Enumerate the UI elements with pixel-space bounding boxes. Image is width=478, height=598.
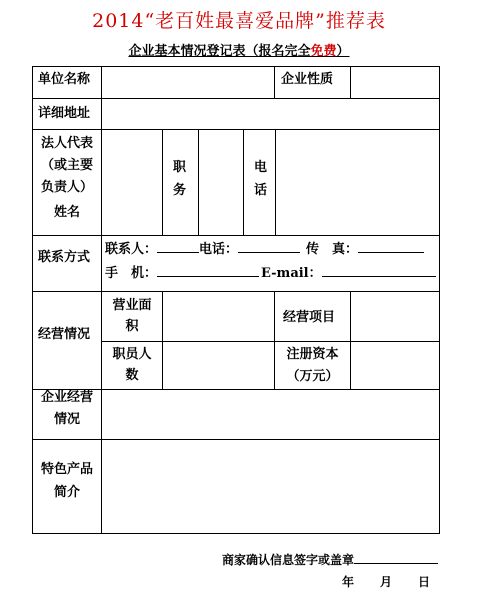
label-enterprise-operations-line: 企业经营 [40, 390, 93, 405]
label-position [173, 158, 186, 200]
label-email: E-mail： [261, 266, 322, 281]
label-legal-rep-line: （或主要 [40, 158, 93, 173]
label-contact-phone: 电话： [199, 242, 239, 257]
label-enterprise-nature: 企业性质 [281, 72, 334, 87]
label-registered-capital [275, 345, 350, 386]
col-divider [198, 129, 199, 235]
label-product-intro-line: 特色产品 [40, 462, 93, 477]
label-legal-rep-line: 负责人） [40, 180, 93, 195]
label-business-area-line: 营业面 [112, 298, 152, 313]
document-title: 2014“老百姓最喜爱品牌”推荐表 [92, 10, 386, 32]
label-phone-char: 话 [254, 183, 268, 198]
signature-label: 商家确认信息签字或盖章 [222, 553, 355, 567]
contact-phone-field[interactable] [238, 239, 300, 253]
row-divider [32, 129, 440, 130]
label-legal-rep-line: 法人代表 [40, 136, 93, 151]
col-divider [275, 129, 276, 235]
label-business-items: 经营项目 [283, 310, 336, 325]
free-badge-text: 免费 [310, 44, 337, 59]
date-day: 日 [418, 575, 431, 589]
label-mobile: 手 机： [105, 266, 158, 281]
col-divider [162, 291, 163, 389]
label-registered-capital-line: （万元） [286, 369, 339, 384]
label-position-char: 务 [173, 183, 187, 198]
date-year: 年 [342, 575, 355, 589]
signature-line [222, 551, 438, 568]
label-legal-rep [33, 134, 101, 222]
label-legal-rep-line: 姓名 [53, 205, 80, 220]
contact-line-1 [105, 239, 424, 259]
label-phone [254, 158, 267, 200]
contact-line-2 [105, 263, 436, 283]
fax-field[interactable] [358, 239, 424, 253]
label-staff-count-line: 数 [125, 368, 139, 383]
row-divider [32, 439, 440, 440]
label-operations: 经营情况 [38, 327, 91, 342]
label-product-intro-line: 简介 [53, 485, 80, 500]
label-contact-person: 联系人： [105, 242, 158, 257]
row-divider [101, 341, 440, 342]
form-subtitle [0, 40, 478, 59]
label-enterprise-operations-line: 情况 [53, 412, 80, 427]
label-address: 详细地址 [38, 106, 91, 121]
email-field[interactable] [322, 263, 436, 277]
label-position-char: 职 [173, 160, 187, 175]
label-product-intro [33, 460, 101, 502]
label-fax: 传 真： [306, 242, 359, 257]
label-enterprise-operations [33, 388, 101, 429]
row-divider [32, 98, 440, 99]
signature-field[interactable] [354, 552, 438, 564]
label-business-area [102, 296, 162, 336]
label-staff-count [102, 345, 162, 385]
label-phone-char: 电 [254, 160, 268, 175]
subtitle-text: 企业基本情况登记表（报名完全 [128, 44, 311, 59]
col-divider [162, 129, 163, 235]
col-divider [350, 66, 351, 98]
label-staff-count-line: 职员人 [112, 347, 152, 362]
label-unit-name: 单位名称 [38, 72, 91, 87]
mobile-field[interactable] [157, 263, 259, 277]
subtitle-close: ） [336, 44, 350, 59]
row-divider [32, 291, 440, 292]
row-divider [32, 235, 440, 236]
col-divider [350, 291, 351, 389]
contact-person-field[interactable] [157, 239, 199, 253]
label-registered-capital-line: 注册资本 [286, 347, 339, 362]
label-business-area-line: 积 [125, 319, 139, 334]
col-divider [274, 66, 275, 98]
label-contact-method: 联系方式 [38, 250, 91, 265]
date-month: 月 [380, 575, 393, 589]
col-divider [243, 129, 244, 235]
